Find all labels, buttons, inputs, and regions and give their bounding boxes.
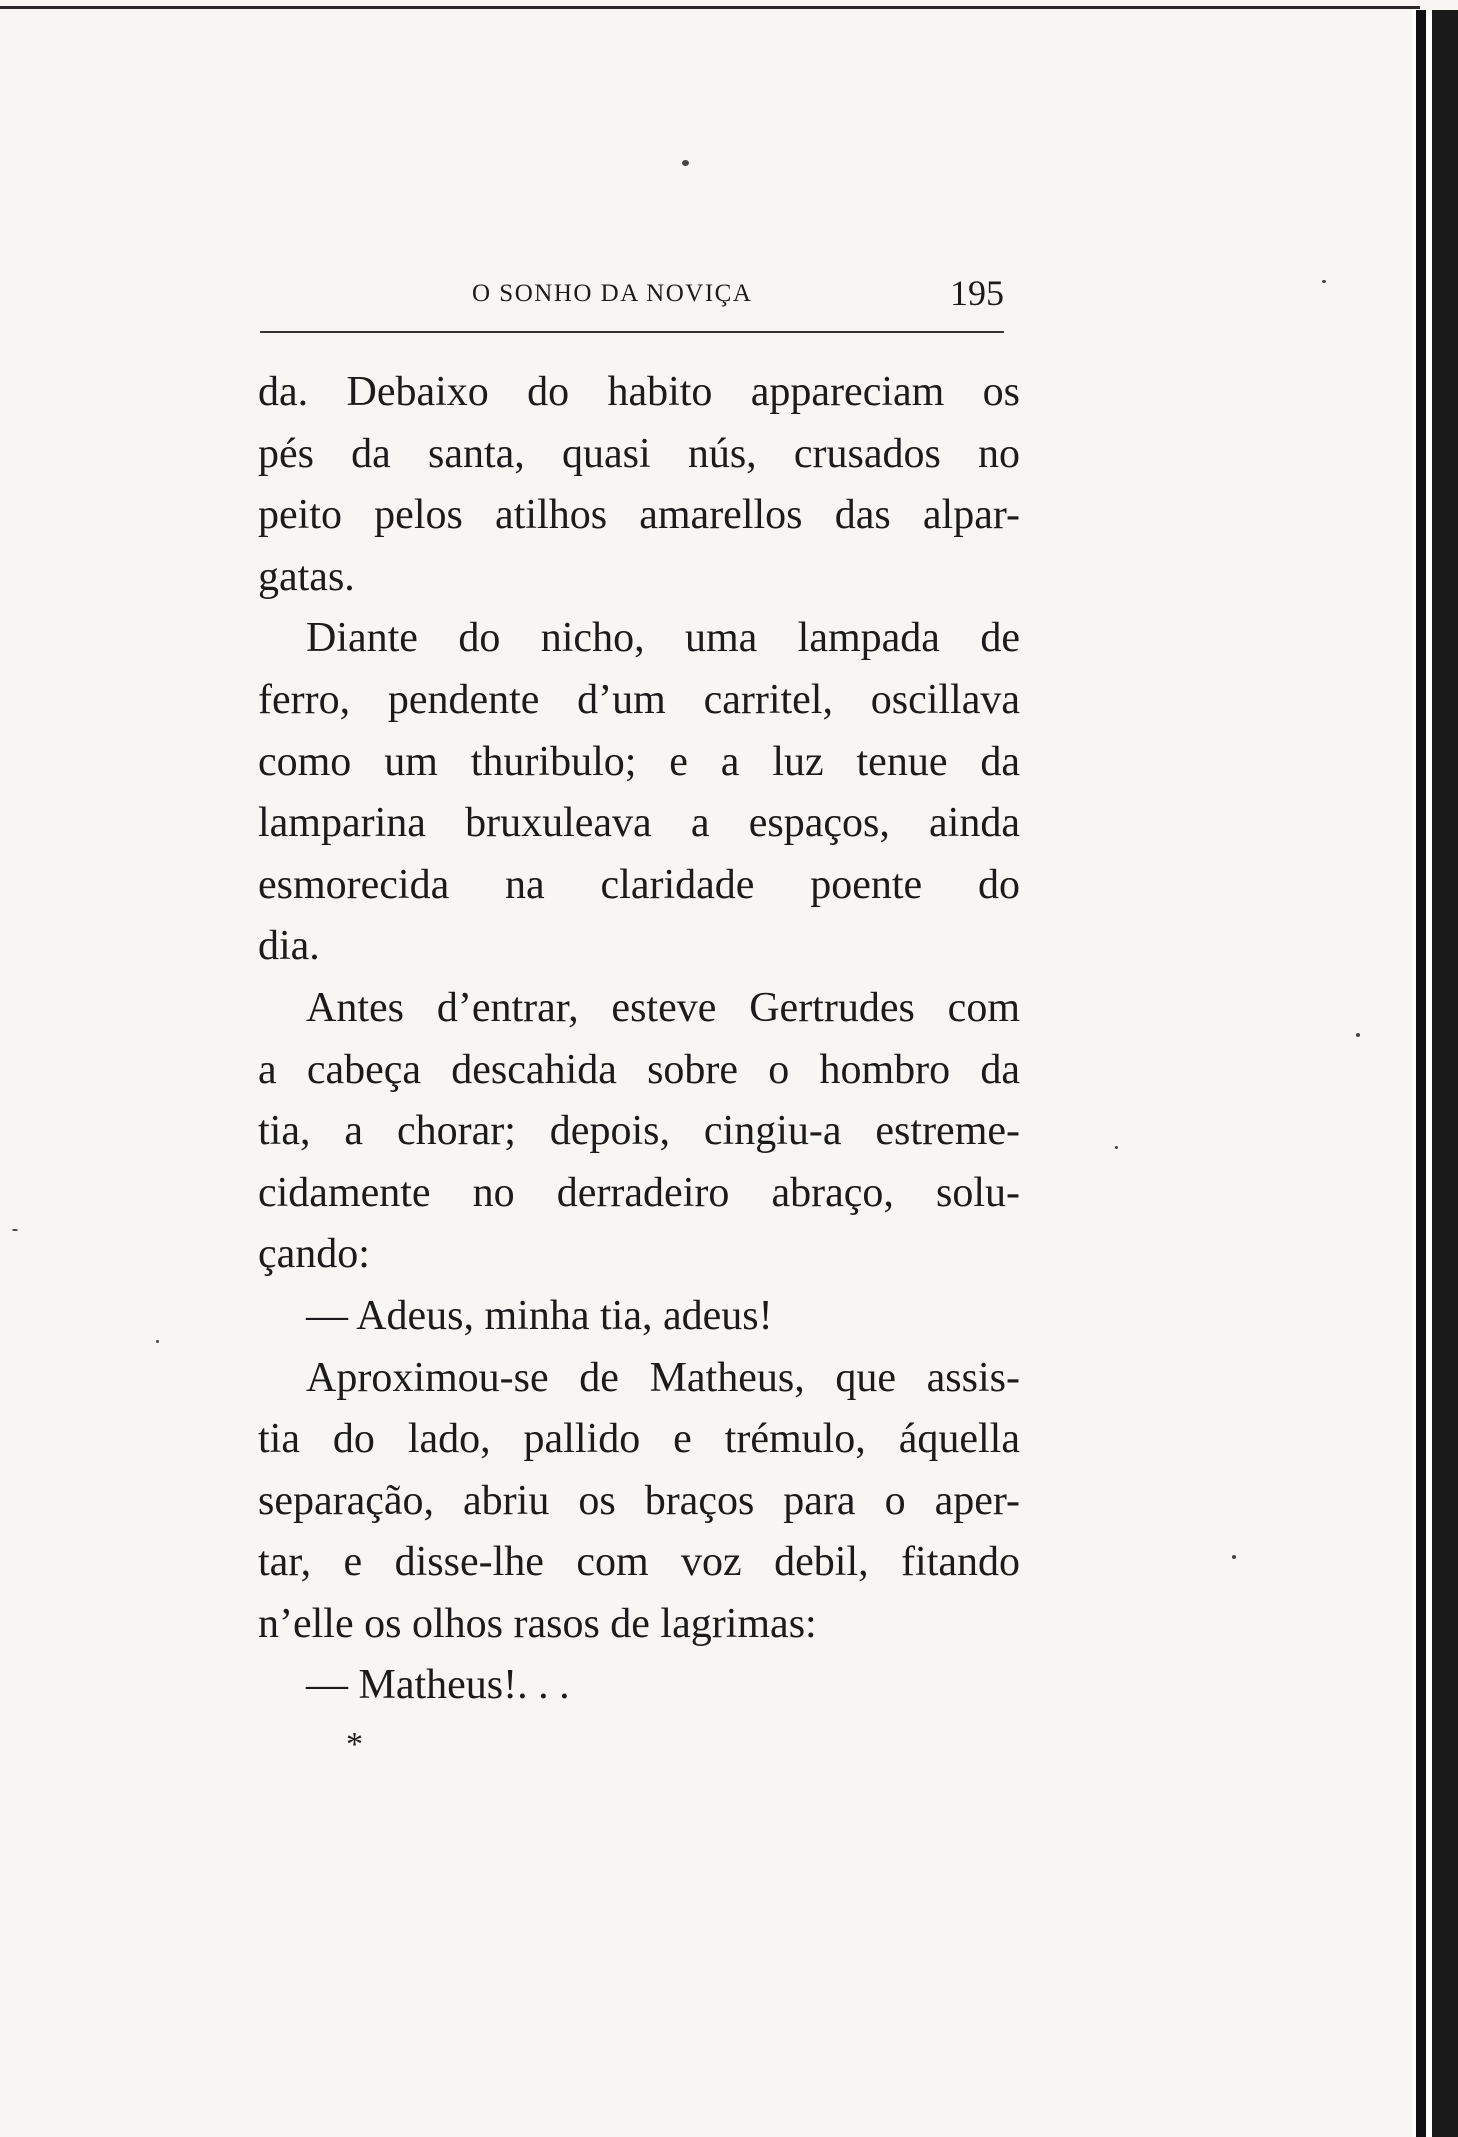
text-line: pés da santa, quasi nús, crusados no [258,430,1020,477]
scan-speck [12,1229,18,1231]
text-line: separação, abriu os braços para o aper- [258,1477,1020,1524]
text-line: a cabeça descahida sobre o hombro da [258,1046,1020,1093]
text-line: n’elle os olhos rasos de lagrimas: [258,1600,817,1647]
scan-speck [1322,280,1326,283]
text-line: Antes d’entrar, esteve Gertrudes com [306,984,1020,1031]
running-head: O SONHO DA NOVIÇA [472,280,753,307]
text-line: ferro, pendente d’um carritel, oscillava [258,676,1020,723]
body-text [258,362,1020,1717]
text-line: como um thuribulo; e a luz tenue da [258,738,1020,785]
text-line: Diante do nicho, uma lampada de [306,615,1020,662]
text-line: dia. [258,923,320,970]
text-line: Aproximou-se de Matheus, que assis- [306,1354,1020,1401]
page-number: 195 [950,273,1004,313]
text-line: tia, a chorar; depois, cingiu-a estreme- [258,1108,1020,1155]
scan-speck [1356,1033,1360,1037]
scan-speck [1115,1146,1118,1149]
text-line: tar, e disse-lhe com voz debil, fitando [258,1539,1020,1586]
text-line: tia do lado, pallido e trémulo, áquella [258,1416,1020,1463]
section-ornament: * [346,1726,363,1763]
text-line: — Adeus, minha tia, adeus! [306,1292,773,1339]
book-spine-edge [1412,10,1458,2137]
text-line: lamparina bruxuleava a espaços, ainda [258,800,1020,847]
scan-speck [156,1340,159,1343]
scan-speck [682,160,689,166]
text-line: — Matheus!. . . [306,1662,570,1709]
text-line: cidamente no derradeiro abraço, solu- [258,1169,1020,1216]
text-line: gatas. [258,553,355,600]
scan-speck [1232,1555,1236,1559]
text-line: peito pelos atilhos amarellos das alpar- [258,492,1020,539]
text-line: da. Debaixo do habito appareciam os [258,369,1020,415]
text-line: çando: [258,1231,370,1278]
header-rule [260,331,1004,333]
page-header [260,272,1004,322]
top-edge-rule [0,6,1420,9]
text-line: esmorecida na claridade poente do [258,861,1020,908]
